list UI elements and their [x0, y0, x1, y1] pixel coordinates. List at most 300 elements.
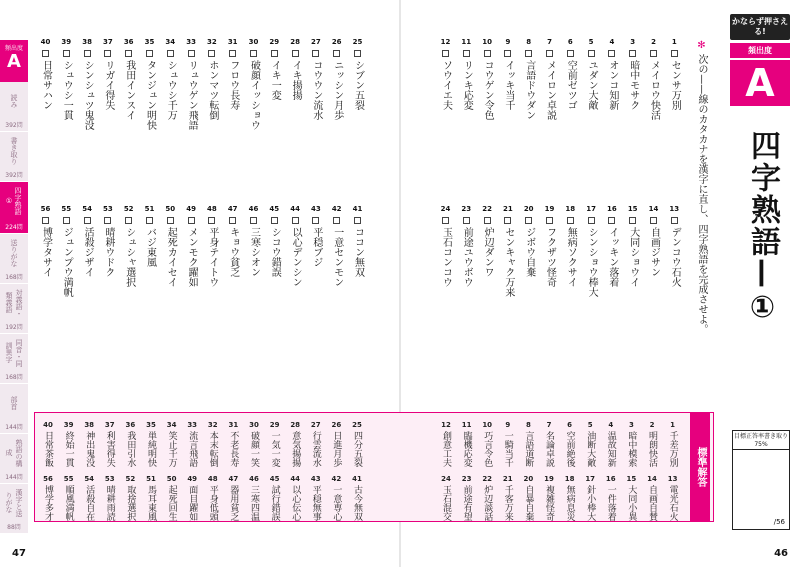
- answer-item: [103, 421, 117, 467]
- question-number: 52: [123, 205, 134, 213]
- answer-number: 29: [269, 421, 280, 429]
- checkbox[interactable]: [608, 50, 615, 57]
- question-number: 30: [248, 38, 259, 46]
- answer-text: 前途有望: [461, 485, 472, 521]
- answer-item: [288, 421, 302, 467]
- question-number: 28: [290, 38, 300, 46]
- checkbox[interactable]: [188, 217, 195, 224]
- answer-number: 4: [608, 421, 614, 429]
- answer-number: 10: [482, 421, 493, 429]
- question-number: 33: [186, 38, 196, 46]
- question-number: 35: [144, 38, 155, 46]
- frequency-letter: A: [730, 60, 790, 106]
- section-tab[interactable]: [0, 384, 28, 434]
- answer-text: 一騎当千: [502, 431, 513, 467]
- answer-text: 自画自賛: [647, 485, 657, 521]
- checkbox[interactable]: [188, 50, 195, 57]
- question-text: 起死カイセイ: [165, 227, 177, 287]
- question-number: 2: [651, 38, 656, 46]
- page-number-left: 47: [12, 548, 26, 559]
- question-number: 3: [630, 38, 636, 46]
- question-text: メンモク躍如: [186, 227, 198, 287]
- answer-item: [624, 421, 638, 467]
- answer-number: 55: [63, 475, 74, 483]
- checkbox[interactable]: [229, 50, 236, 57]
- question-text: イキ一変: [269, 60, 281, 100]
- checkbox[interactable]: [84, 217, 91, 224]
- question-number: 42: [331, 205, 342, 213]
- answer-item: [460, 421, 474, 467]
- question-text: シンシュツ鬼没: [82, 60, 94, 130]
- checkbox[interactable]: [271, 217, 278, 224]
- answer-item: [563, 475, 577, 521]
- question-number: 31: [227, 38, 238, 46]
- question-text: オンコ知新: [606, 60, 618, 110]
- checkbox[interactable]: [229, 217, 236, 224]
- section-tab-label: 漢字と送りがな: [5, 488, 23, 517]
- section-tab[interactable]: [0, 234, 28, 284]
- answer-number: 34: [166, 421, 177, 429]
- answer-number: 48: [207, 475, 218, 483]
- answer-text: 針小棒大: [585, 485, 596, 521]
- answer-text: 巧言令色: [482, 431, 493, 467]
- checkbox[interactable]: [333, 50, 340, 57]
- section-tab-label: 四字熟語①: [5, 186, 22, 215]
- question-text: ユダン大敵: [586, 60, 598, 110]
- answer-number: 36: [125, 421, 136, 429]
- answer-text: 四分五裂: [352, 431, 362, 467]
- checkbox[interactable]: [125, 50, 132, 57]
- checkbox[interactable]: [567, 217, 574, 224]
- section-tab-label: 熟語の構成: [5, 438, 23, 467]
- answer-text: 我田引水: [125, 431, 136, 467]
- question-number: 19: [544, 205, 555, 213]
- section-tab[interactable]: [0, 434, 28, 484]
- answer-item: [583, 475, 597, 521]
- question-number: 38: [82, 38, 92, 46]
- answer-text: 流言飛語: [187, 431, 198, 467]
- answer-number: 21: [502, 475, 513, 483]
- answer-item: [123, 421, 137, 467]
- section-tabs: [0, 40, 28, 540]
- question-text: メイロン卓説: [544, 60, 556, 120]
- question-number: 6: [567, 38, 573, 46]
- answer-text: 空前絶後: [564, 431, 575, 467]
- checkbox[interactable]: [125, 217, 132, 224]
- question-text: タンジュン明快: [144, 60, 156, 130]
- question-number: 14: [648, 205, 659, 213]
- answer-number: 2: [649, 421, 655, 429]
- question-number: 29: [269, 38, 280, 46]
- question-text: 暗中モサク: [627, 60, 639, 110]
- answer-number: 45: [269, 475, 280, 483]
- question-text: 空前ゼツゴ: [565, 60, 577, 110]
- checkbox[interactable]: [42, 50, 49, 57]
- question-text: キョウ貧乏: [227, 227, 239, 277]
- answer-text: 一意専心: [331, 485, 342, 521]
- checkbox[interactable]: [546, 50, 553, 57]
- question-text: リュウゲン飛語: [186, 60, 198, 130]
- answer-number: 18: [564, 475, 575, 483]
- page-title: 四字熟語—①: [745, 130, 780, 327]
- checkbox[interactable]: [442, 50, 449, 57]
- checkbox[interactable]: [484, 50, 491, 57]
- checkbox[interactable]: [629, 50, 636, 57]
- question-text: 博学タサイ: [40, 227, 52, 277]
- checkbox[interactable]: [312, 217, 319, 224]
- section-tab[interactable]: [0, 82, 28, 132]
- instruction-text: 次の——線のカタカナを漢字に直し、四字熟語を完成させよ。: [696, 54, 707, 335]
- answer-item: [439, 421, 453, 467]
- section-tab-count: 168問: [5, 274, 23, 281]
- answer-number: 32: [207, 421, 218, 429]
- question-text: シンショウ棒大: [586, 227, 598, 297]
- answer-item: [460, 475, 474, 521]
- checkbox[interactable]: [354, 217, 361, 224]
- question-number: 25: [352, 38, 363, 46]
- question-text: 玉石コンコウ: [440, 227, 452, 287]
- question-number: 18: [565, 205, 576, 213]
- checkbox[interactable]: [650, 50, 657, 57]
- answer-number: 22: [482, 475, 493, 483]
- star-icon: ✻: [696, 40, 707, 51]
- answer-item: [501, 475, 515, 521]
- question-text: 平穏ブジ: [310, 227, 322, 267]
- answer-number: 1: [670, 421, 676, 429]
- answer-number: 43: [310, 475, 321, 483]
- question-number: 45: [269, 205, 280, 213]
- question-number: 32: [207, 38, 217, 46]
- answer-number: 52: [125, 475, 136, 483]
- answer-text: 暗中模索: [626, 431, 637, 467]
- section-tab-count: 392問: [5, 172, 23, 179]
- question-number: 22: [482, 205, 492, 213]
- checkbox[interactable]: [442, 217, 449, 224]
- checkbox[interactable]: [608, 217, 615, 224]
- answer-text: 順風満帆: [63, 485, 74, 521]
- answer-text: 以心伝心: [290, 485, 301, 521]
- answer-number: 56: [43, 475, 53, 483]
- answer-item: [165, 421, 179, 467]
- question-text: イッキ当千: [502, 60, 514, 110]
- checkbox[interactable]: [208, 217, 215, 224]
- answer-text: 一件落着: [605, 485, 616, 521]
- answer-number: 51: [146, 475, 156, 483]
- checkbox[interactable]: [208, 50, 215, 57]
- answer-item: [604, 475, 618, 521]
- answer-number: 16: [605, 475, 616, 483]
- checkbox[interactable]: [292, 50, 299, 57]
- answer-number: 15: [626, 475, 637, 483]
- answer-number: 31: [228, 421, 239, 429]
- answer-text: 玉石混交: [441, 485, 451, 521]
- answer-text: 行雲流水: [310, 431, 321, 467]
- question-text: 言語ドウダン: [523, 60, 535, 120]
- answer-number: 49: [187, 475, 198, 483]
- answer-item: [62, 475, 76, 521]
- answer-number: 54: [84, 475, 95, 483]
- section-tab[interactable]: [0, 132, 28, 182]
- question-text: ホンマツ転倒: [206, 60, 218, 120]
- chapter-header: [730, 14, 790, 106]
- answer-number: 44: [290, 475, 301, 483]
- score-label: 目標正答率書き取り75%: [733, 433, 788, 448]
- question-number: 56: [40, 205, 51, 213]
- question-number: 5: [588, 38, 594, 46]
- answer-item: [82, 475, 96, 521]
- checkbox[interactable]: [250, 50, 257, 57]
- answer-text: 利害得失: [104, 431, 115, 467]
- question-number: 53: [103, 205, 113, 213]
- question-text: 前途ユウボウ: [461, 227, 473, 287]
- question-number: 40: [40, 38, 51, 46]
- checkbox[interactable]: [104, 217, 111, 224]
- answer-text: 日進月歩: [331, 431, 342, 467]
- answer-number: 20: [523, 475, 534, 483]
- question-text: ニッシン月歩: [331, 60, 343, 120]
- answer-item: [288, 475, 302, 521]
- question-text: イッキン落着: [606, 227, 618, 287]
- checkbox[interactable]: [650, 217, 657, 224]
- answer-text: 本末転倒: [207, 431, 218, 467]
- section-tab-label: 同音・同訓異字: [5, 338, 23, 367]
- question-text: シュシャ選択: [123, 227, 135, 287]
- answer-panel: [34, 412, 714, 522]
- checkbox[interactable]: [312, 50, 319, 57]
- answer-number: 14: [647, 475, 657, 483]
- question-text: センキャク万来: [502, 227, 514, 297]
- question-text: ジュンプウ満帆: [61, 227, 73, 297]
- section-tab[interactable]: [0, 334, 28, 384]
- answer-item: [624, 475, 638, 521]
- answer-item: [165, 475, 179, 521]
- answer-number: 42: [331, 475, 342, 483]
- question-text: シュウシ千万: [165, 60, 177, 120]
- checkbox[interactable]: [567, 50, 574, 57]
- checkbox[interactable]: [271, 50, 278, 57]
- checkbox[interactable]: [525, 50, 532, 57]
- question-text: フロウ長寿: [227, 60, 239, 110]
- checkbox[interactable]: [146, 217, 153, 224]
- question-number: 44: [290, 205, 300, 213]
- checkbox[interactable]: [463, 217, 470, 224]
- answer-item: [521, 421, 535, 467]
- answer-item: [185, 421, 199, 467]
- checkbox[interactable]: [671, 50, 678, 57]
- question-text: 破顔イッショウ: [248, 60, 260, 130]
- checkbox[interactable]: [104, 50, 111, 57]
- answer-item: [268, 421, 282, 467]
- question-number: 34: [165, 38, 176, 46]
- answer-item: [480, 475, 494, 521]
- checkbox[interactable]: [167, 217, 174, 224]
- section-tab[interactable]: [0, 284, 28, 334]
- section-tab-count: 224問: [5, 224, 23, 231]
- tabs-header-small: 頻出度: [4, 45, 23, 52]
- checkbox[interactable]: [546, 217, 553, 224]
- question-text: ジボウ自棄: [523, 227, 535, 277]
- answer-text: 明朗快活: [647, 431, 657, 467]
- answer-item: [309, 421, 323, 467]
- question-text: フクザツ怪奇: [544, 227, 556, 287]
- section-tab[interactable]: [0, 484, 28, 534]
- answer-text: 晴耕雨読: [104, 485, 115, 521]
- question-text: シブン五裂: [352, 60, 364, 110]
- checkbox[interactable]: [463, 50, 470, 57]
- answer-number: 26: [331, 421, 342, 429]
- question-number: 39: [61, 38, 72, 46]
- checkbox[interactable]: [354, 50, 361, 57]
- checkbox[interactable]: [63, 217, 70, 224]
- question-number: 43: [311, 205, 321, 213]
- answer-item: [542, 421, 556, 467]
- question-text: 我田インスイ: [123, 60, 135, 120]
- question-number: 17: [586, 205, 596, 213]
- answer-item: [82, 421, 96, 467]
- question-text: センサ万別: [669, 60, 681, 110]
- answer-panel-header: 標準解答: [690, 412, 710, 522]
- question-text: コウウン流水: [310, 60, 322, 120]
- question-number: 20: [523, 205, 534, 213]
- checkbox[interactable]: [484, 217, 491, 224]
- section-tab-count: 144問: [5, 474, 23, 481]
- answer-number: 24: [441, 475, 451, 483]
- answer-number: 3: [628, 421, 634, 429]
- answer-item: [226, 421, 240, 467]
- answer-number: 17: [585, 475, 596, 483]
- checkbox[interactable]: [333, 217, 340, 224]
- answer-number: 35: [146, 421, 156, 429]
- answer-number: 5: [587, 421, 593, 429]
- checkbox[interactable]: [504, 50, 511, 57]
- checkbox[interactable]: [84, 50, 91, 57]
- answer-text: 器用貧乏: [228, 485, 239, 521]
- answer-number: 13: [667, 475, 678, 483]
- answer-item: [439, 475, 453, 521]
- tabs-header: [0, 40, 28, 82]
- question-number: 27: [311, 38, 321, 46]
- answer-number: 25: [352, 421, 362, 429]
- answer-text: 言語道断: [523, 431, 534, 467]
- answer-text: 意気揚揚: [290, 431, 301, 467]
- question-number: 13: [669, 205, 680, 213]
- section-tab-label: 送りがな: [10, 238, 18, 267]
- question-text: リガイ得失: [102, 60, 114, 110]
- question-number: 51: [144, 205, 155, 213]
- checkbox[interactable]: [167, 50, 174, 57]
- checkbox[interactable]: [671, 217, 678, 224]
- section-tab-label: 部首: [10, 395, 18, 410]
- question-number: 24: [440, 205, 451, 213]
- answer-item: [185, 475, 199, 521]
- answer-item: [542, 475, 556, 521]
- score-value: /56: [773, 518, 785, 526]
- checkbox[interactable]: [588, 50, 595, 57]
- answer-item: [144, 421, 158, 467]
- question-number: 8: [526, 38, 532, 46]
- checkbox[interactable]: [292, 217, 299, 224]
- answer-number: 46: [249, 475, 259, 483]
- section-tab[interactable]: [0, 182, 28, 234]
- answer-item: [521, 475, 535, 521]
- answer-item: [309, 475, 323, 521]
- frequency-badge: 頻出度: [730, 43, 790, 58]
- answer-item: [226, 475, 240, 521]
- question-text: バジ東風: [144, 227, 156, 267]
- answer-text: 面目躍如: [187, 485, 198, 521]
- answer-number: 39: [63, 421, 74, 429]
- answer-text: 油断大敵: [585, 431, 596, 467]
- answer-text: 平身低頭: [207, 485, 218, 521]
- question-number: 23: [461, 205, 472, 213]
- question-text: 以心デンシン: [290, 227, 302, 287]
- checkbox[interactable]: [588, 217, 595, 224]
- answer-text: 自暴自棄: [523, 485, 534, 521]
- answer-text: 複雑怪奇: [544, 485, 554, 521]
- answer-item: [329, 475, 343, 521]
- question-number: 11: [461, 38, 472, 46]
- section-tab-count: 88問: [7, 524, 21, 531]
- section-tab-label: 書き取り: [10, 136, 18, 165]
- checkbox[interactable]: [63, 50, 70, 57]
- answer-number: 28: [290, 421, 301, 429]
- answer-item: [604, 421, 618, 467]
- question-number: 55: [61, 205, 72, 213]
- answer-item: [329, 421, 343, 467]
- answer-number: 7: [546, 421, 552, 429]
- answer-number: 47: [228, 475, 239, 483]
- answer-text: 無病息災: [564, 485, 575, 521]
- question-number: 41: [352, 205, 363, 213]
- question-text: 炉辺ダンワ: [482, 227, 494, 277]
- question-text: コウゲン令色: [482, 60, 494, 120]
- section-tab-count: 392問: [5, 122, 23, 129]
- question-text: ココン無双: [352, 227, 364, 277]
- instruction: [694, 40, 708, 380]
- question-text: 晴耕ウドク: [102, 227, 114, 277]
- answer-item: [583, 421, 597, 467]
- checkbox[interactable]: [629, 217, 636, 224]
- question-text: 一意センモン: [331, 227, 343, 287]
- question-number: 54: [82, 205, 92, 213]
- checkbox[interactable]: [42, 217, 49, 224]
- question-text: メイロウ快活: [648, 60, 660, 120]
- question-text: 無病ソクサイ: [565, 227, 577, 287]
- question-text: デンコウ石火: [669, 227, 681, 287]
- answer-text: 起死回生: [166, 485, 177, 521]
- question-number: 36: [123, 38, 134, 46]
- answer-text: 笑止千万: [166, 431, 177, 467]
- checkbox[interactable]: [525, 217, 532, 224]
- answer-text: 平穏無事: [310, 485, 321, 521]
- answer-text: 古今無双: [352, 485, 362, 521]
- question-number: 12: [440, 38, 451, 46]
- question-number: 10: [482, 38, 492, 46]
- checkbox[interactable]: [504, 217, 511, 224]
- answer-number: 11: [461, 421, 472, 429]
- question-number: 15: [627, 205, 638, 213]
- question-number: 21: [503, 205, 513, 213]
- answer-text: 千客万来: [502, 485, 513, 521]
- answer-item: [123, 475, 137, 521]
- answer-text: 不老長寿: [228, 431, 239, 467]
- answer-number: 38: [84, 421, 95, 429]
- question-text: 大同ショウイ: [627, 227, 639, 287]
- checkbox[interactable]: [250, 217, 257, 224]
- answer-text: 温故知新: [605, 431, 616, 467]
- answer-number: 19: [544, 475, 554, 483]
- checkbox[interactable]: [146, 50, 153, 57]
